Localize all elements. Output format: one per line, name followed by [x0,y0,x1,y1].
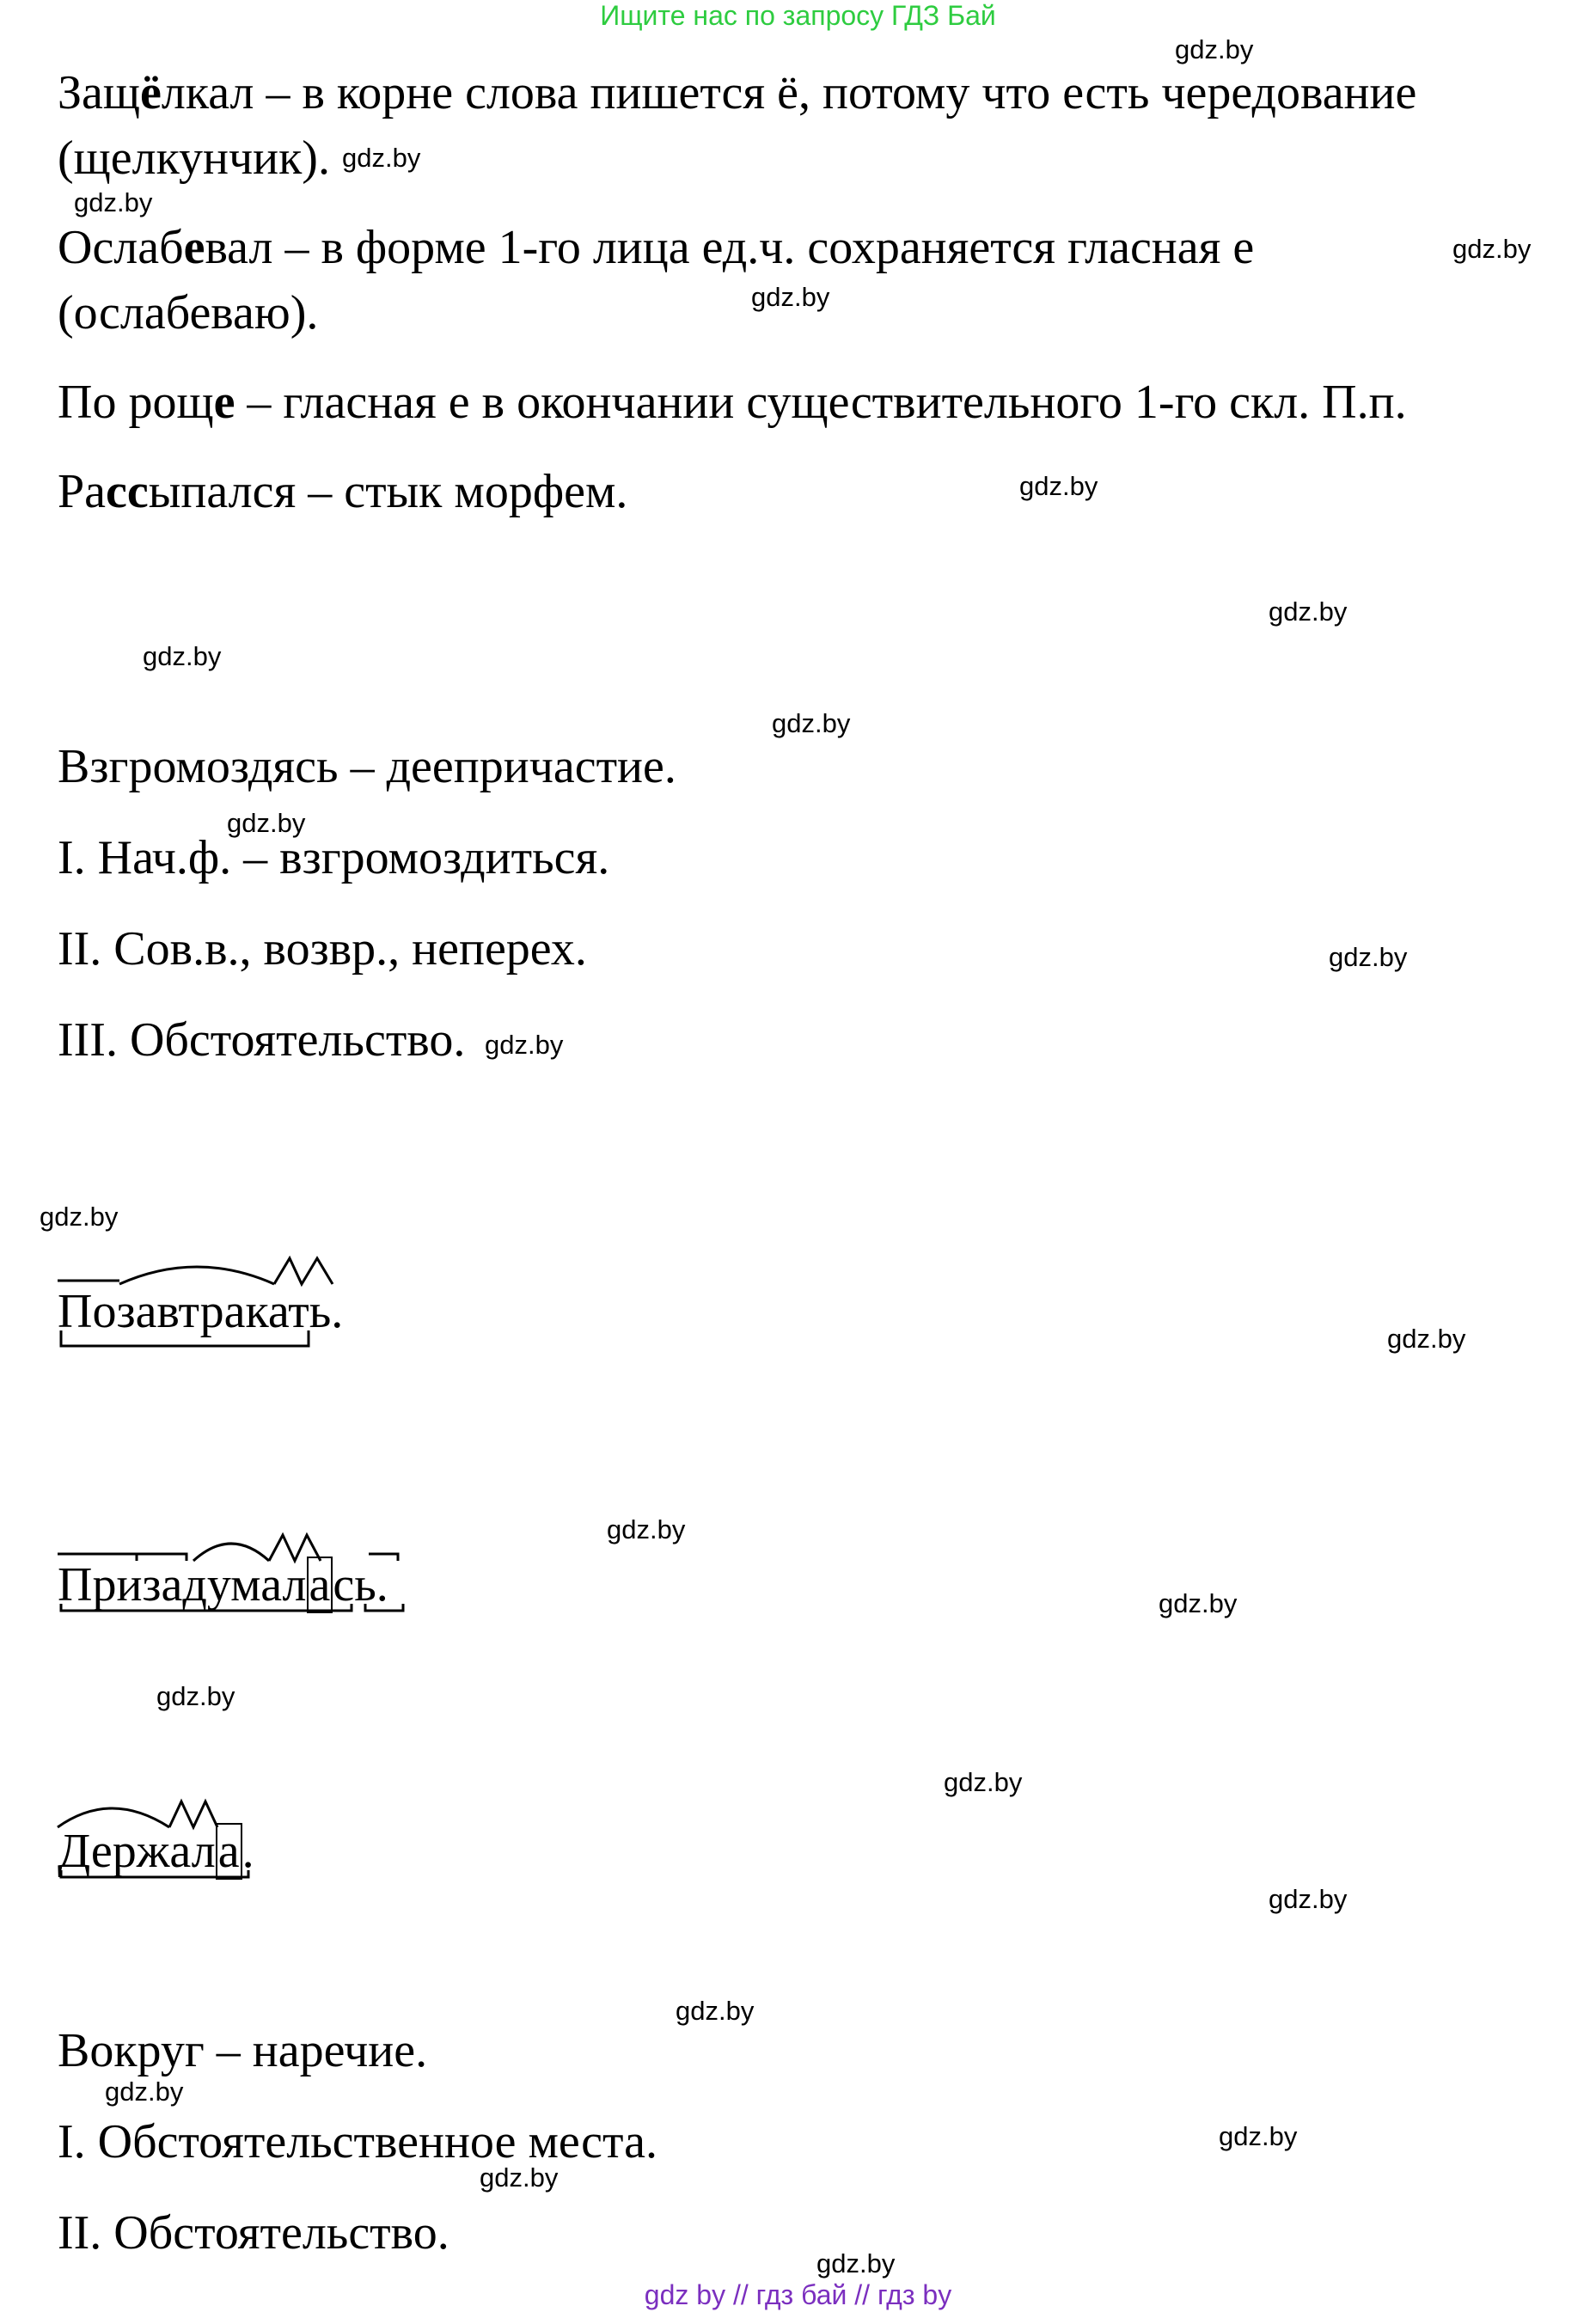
watermark: gdz.by [143,641,222,671]
footer-separator: // [854,2279,871,2310]
text-line-rassypalsya: Рассыпался – стык морфем. [58,465,628,518]
item-obst-mesta: I. Обстоятельственное места. [58,2115,658,2168]
text-line-shchelkunchik: (щелкунчик). [58,132,330,185]
watermark: gdz.by [480,2162,559,2193]
item-sov-vid: II. Сов.в., возвр., неперех. [58,922,587,976]
footer-links [0,2279,1596,2310]
watermark: gdz.by [227,808,306,838]
suffix-mark [169,1801,217,1827]
highlighted-letters: сс [106,465,149,518]
watermark: gdz.by [1219,2121,1298,2151]
watermark: gdz.by [1175,34,1254,64]
text-line-po-roshche: По роще – гласная е в окончании существительного 1-го скл. П.п. [58,376,1407,429]
ending-box: а [216,1823,242,1880]
footer-link-gdz-bai[interactable]: гдз бай [755,2279,847,2310]
watermark: gdz.by [1269,1884,1348,1914]
watermark: gdz.by [944,1767,1023,1797]
footer-link-gdz-by-ru[interactable]: гдз by [877,2279,952,2310]
ending-box: а [307,1557,333,1613]
morpheme-word-pozavtrakat: Позавтракать. [58,1284,343,1339]
highlighted-letter: ё [140,66,162,119]
watermark: gdz.by [74,187,153,217]
watermark: gdz.by [1387,1324,1466,1354]
watermark: gdz.by [485,1030,564,1060]
watermark: gdz.by [607,1514,686,1544]
morpheme-word-derzhala: Держала. [58,1824,254,1879]
watermark: gdz.by [156,1681,235,1711]
text-line-oslabeval: Ослабевал – в форме 1-го лица ед.ч. сохраняется гласная е [58,221,1255,274]
item-nach-form: I. Нач.ф. – взгромоздиться. [58,831,610,884]
watermark: gdz.by [1269,596,1348,627]
heading-vzgromozdyas: Взгромоздясь – деепричастие. [58,740,676,793]
heading-vokrug: Вокруг – наречие. [58,2024,428,2077]
watermark: gdz.by [1329,942,1408,972]
text-line-zashchelkal: Защёлкал – в корне слова пишется ё, потому что есть чередование [58,66,1417,119]
watermark: gdz.by [751,282,830,312]
root-arc [119,1267,274,1284]
item-obstoyatelstvo: III. Обстоятельство. [58,1013,466,1067]
highlighted-letter: е [183,221,205,274]
highlighted-letter: е [213,376,235,429]
watermark: gdz.by [816,2248,896,2278]
watermark: gdz.by [105,2077,184,2107]
top-banner[interactable]: Ищите нас по запросу ГДЗ Бай [600,0,996,31]
watermark: gdz.by [772,708,851,738]
morpheme-word-prizadumalas: Призадумалась. [58,1557,388,1612]
suffix-mark [274,1258,333,1284]
watermark: gdz.by [40,1202,119,1232]
watermark: gdz.by [676,1996,755,2026]
watermark: gdz.by [1159,1588,1238,1618]
watermark: gdz.by [342,143,421,173]
footer-link-gdz-by[interactable]: gdz by [644,2279,726,2310]
watermark: gdz.by [1019,471,1098,501]
watermark: gdz.by [1452,234,1532,264]
text-line-oslabevayu: (ослабеваю). [58,286,319,339]
footer-separator: // [732,2279,749,2310]
item-obstoyatelstvo-2: II. Обстоятельство. [58,2206,449,2260]
